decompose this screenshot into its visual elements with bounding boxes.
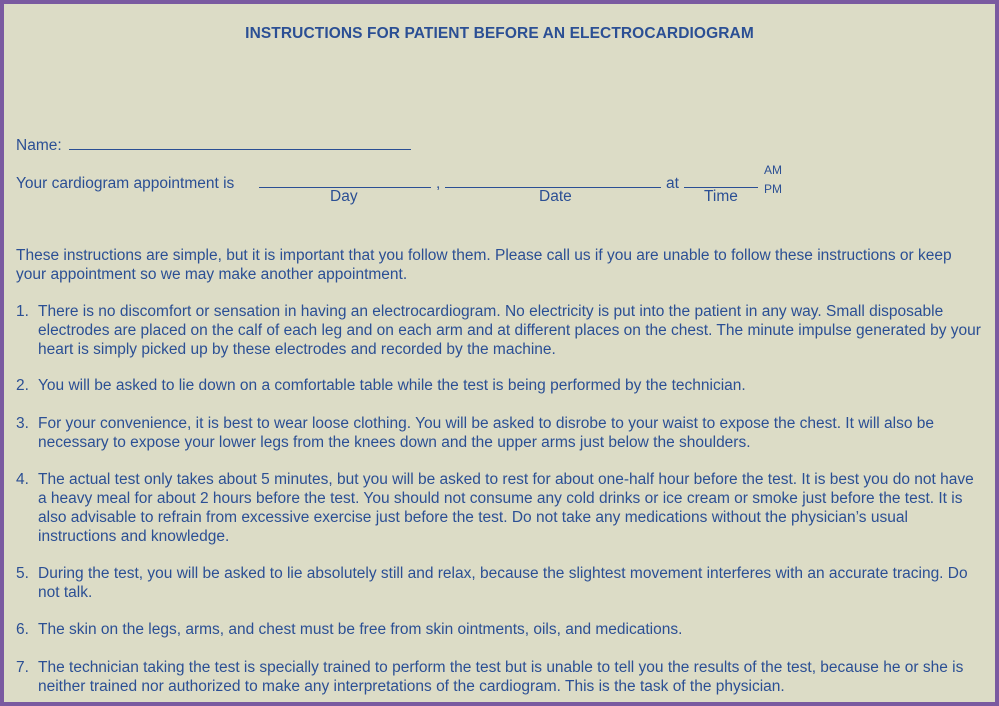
intro-paragraph: These instructions are simple, but it is important that you follow them. Please call us if you are unable to follow these instructions or keep your appointment so we may make another appointment.	[16, 247, 952, 283]
item-text: During the test, you will be asked to lie absolutely still and relax, because the slightest movement interferes with an accurate tracing. Do not talk.	[38, 565, 968, 601]
list-item	[16, 376, 986, 395]
at-label: at	[666, 175, 679, 192]
item-number: 7.	[16, 659, 29, 676]
list-item	[16, 564, 986, 602]
day-caption: Day	[330, 188, 358, 205]
item-text: The actual test only takes about 5 minutes, but you will be asked to rest for about one-half hour before the test. It is best you do not have a heavy meal for about 2 hours before the test. You should not consume any cold drinks or ice cream or smoke just before the test. It is also advisable to refrain from excessive exercise just before the test. Do not take any medications without the physician’s usual instructions and knowledge.	[38, 471, 974, 545]
list-item	[16, 414, 986, 452]
name-blank-line[interactable]	[69, 149, 411, 150]
item-text: The skin on the legs, arms, and chest must be free from skin ointments, oils, and medications.	[38, 621, 683, 638]
list-item	[16, 658, 986, 696]
am-label: AM	[764, 163, 782, 177]
instruction-card	[4, 4, 995, 702]
item-number: 5.	[16, 565, 29, 582]
appointment-label: Your cardiogram appointment is	[16, 175, 235, 192]
name-label: Name:	[16, 137, 62, 154]
list-item	[16, 470, 986, 546]
item-number: 2.	[16, 377, 29, 394]
page-title: INSTRUCTIONS FOR PATIENT BEFORE AN ELECTROCARDIOGRAM	[245, 25, 754, 42]
list-item	[16, 302, 986, 359]
item-number: 6.	[16, 621, 29, 638]
pm-label: PM	[764, 182, 782, 196]
date-caption: Date	[539, 188, 572, 205]
item-number: 1.	[16, 303, 29, 320]
comma-separator: ,	[436, 175, 441, 192]
item-text: You will be asked to lie down on a comfortable table while the test is being performed by the technician.	[38, 377, 746, 394]
list-item	[16, 620, 986, 639]
item-number: 3.	[16, 415, 29, 432]
item-text: For your convenience, it is best to wear loose clothing. You will be asked to disrobe to your waist to expose the chest. It will also be necessary to expose your lower legs from the knees down and the upper arms just below the shoulders.	[38, 415, 935, 451]
item-number: 4.	[16, 471, 29, 488]
time-caption: Time	[704, 188, 738, 205]
item-text: The technician taking the test is specially trained to perform the test but is unable to tell you the results of the test, because he or she is neither trained nor authorized to make any interpretations of the cardiogram. This is the task of the physician.	[38, 659, 964, 695]
item-text: There is no discomfort or sensation in having an electrocardiogram. No electricity is put into the patient in any way. Small disposable electrodes are placed on the calf of each leg and on each arm and at different places on the chest. The minute impulse generated by your heart is simply picked up by these electrodes and recorded by the machine.	[38, 303, 981, 358]
